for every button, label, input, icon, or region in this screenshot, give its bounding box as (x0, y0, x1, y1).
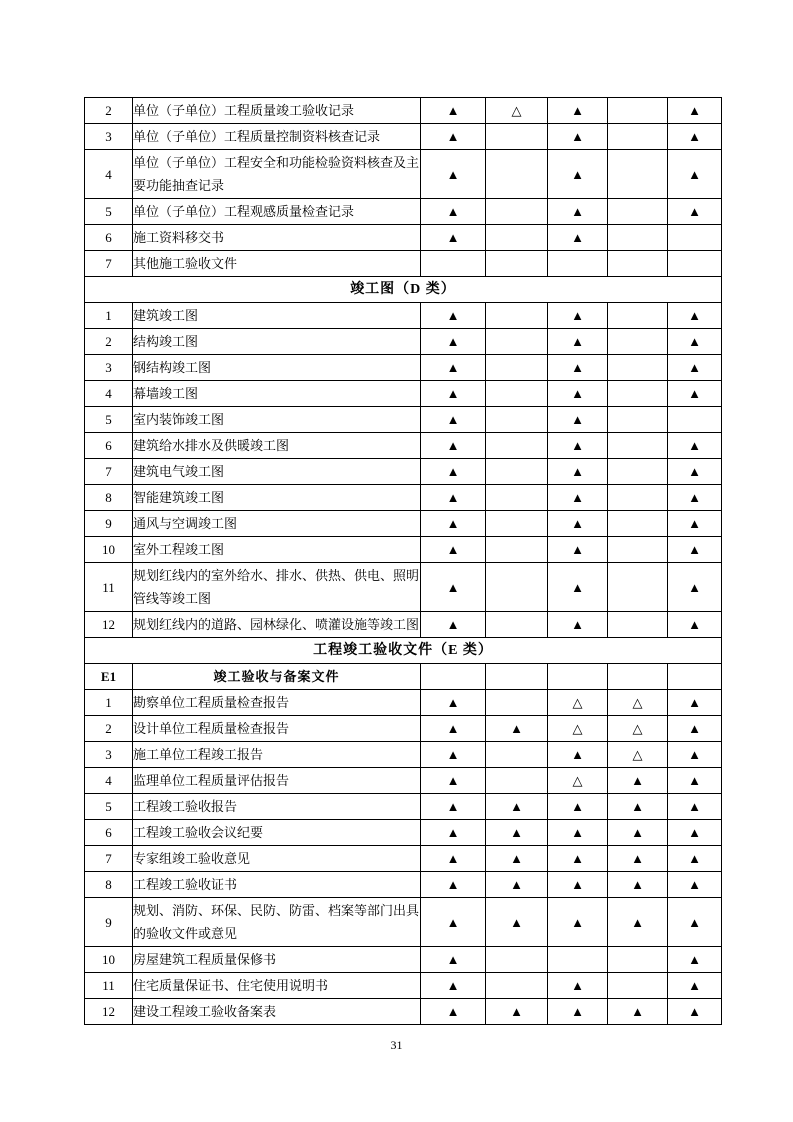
mark-cell: ▲ (421, 485, 486, 511)
item-name-cell: 钢结构竣工图 (133, 355, 421, 381)
mark-cell: ▲ (548, 98, 608, 124)
row-number-cell: 9 (85, 511, 133, 537)
mark-cell: ▲ (668, 947, 722, 973)
mark-cell (486, 768, 548, 794)
item-name-cell: 工程竣工验收报告 (133, 794, 421, 820)
mark-cell: ▲ (421, 124, 486, 150)
mark-cell: △ (486, 98, 548, 124)
table-row (85, 999, 722, 1025)
mark-cell: ▲ (668, 537, 722, 563)
item-name-cell: 住宅质量保证书、住宅使用说明书 (133, 973, 421, 999)
mark-cell: △ (608, 742, 668, 768)
table-row (85, 742, 722, 768)
table-row (85, 459, 722, 485)
mark-cell: ▲ (486, 820, 548, 846)
table-row (85, 355, 722, 381)
table-row (85, 872, 722, 898)
mark-cell: ▲ (548, 742, 608, 768)
mark-cell (486, 664, 548, 690)
item-name-cell: 建筑电气竣工图 (133, 459, 421, 485)
table-row (85, 124, 722, 150)
mark-cell: ▲ (421, 846, 486, 872)
mark-cell (421, 664, 486, 690)
mark-cell (608, 381, 668, 407)
mark-cell (486, 150, 548, 199)
mark-cell: ▲ (548, 563, 608, 612)
row-number-cell: 8 (85, 872, 133, 898)
mark-cell: ▲ (548, 537, 608, 563)
subsection-code-cell: E1 (85, 664, 133, 690)
mark-cell: ▲ (421, 947, 486, 973)
mark-cell: ▲ (421, 820, 486, 846)
item-name-cell: 幕墙竣工图 (133, 381, 421, 407)
mark-cell: ▲ (668, 768, 722, 794)
row-number-cell: 12 (85, 999, 133, 1025)
table-row (85, 225, 722, 251)
row-number-cell: 7 (85, 459, 133, 485)
row-number-cell: 10 (85, 947, 133, 973)
table-row (85, 407, 722, 433)
mark-cell: ▲ (421, 407, 486, 433)
row-number-cell: 5 (85, 199, 133, 225)
mark-cell (608, 98, 668, 124)
row-number-cell: 3 (85, 355, 133, 381)
mark-cell: ▲ (668, 329, 722, 355)
item-name-cell: 规划、消防、环保、民防、防雷、档案等部门出具的验收文件或意见 (133, 898, 421, 947)
item-name-cell: 智能建筑竣工图 (133, 485, 421, 511)
item-name-cell: 勘察单位工程质量检查报告 (133, 690, 421, 716)
mark-cell: ▲ (421, 563, 486, 612)
table-row (85, 98, 722, 124)
table-row (85, 768, 722, 794)
mark-cell: △ (548, 690, 608, 716)
mark-cell: ▲ (668, 124, 722, 150)
mark-cell: △ (608, 716, 668, 742)
table-row (85, 150, 722, 199)
mark-cell (668, 251, 722, 277)
mark-cell: ▲ (548, 433, 608, 459)
row-number-cell: 6 (85, 225, 133, 251)
mark-cell (486, 690, 548, 716)
item-name-cell: 室外工程竣工图 (133, 537, 421, 563)
mark-cell (668, 407, 722, 433)
table-row (85, 433, 722, 459)
item-name-cell: 房屋建筑工程质量保修书 (133, 947, 421, 973)
subsection-header-row (85, 664, 722, 690)
mark-cell: ▲ (548, 303, 608, 329)
row-number-cell: 4 (85, 381, 133, 407)
mark-cell: ▲ (421, 537, 486, 563)
row-number-cell: 6 (85, 820, 133, 846)
row-number-cell: 2 (85, 98, 133, 124)
page-number: 31 (390, 1038, 403, 1052)
mark-cell: ▲ (548, 199, 608, 225)
row-number-cell: 1 (85, 690, 133, 716)
table-row (85, 612, 722, 638)
mark-cell (668, 664, 722, 690)
mark-cell: ▲ (668, 612, 722, 638)
mark-cell: ▲ (608, 898, 668, 947)
mark-cell: ▲ (668, 999, 722, 1025)
row-number-cell: 3 (85, 124, 133, 150)
mark-cell: ▲ (668, 690, 722, 716)
section-header-row (85, 638, 722, 664)
mark-cell: ▲ (668, 563, 722, 612)
mark-cell: ▲ (548, 407, 608, 433)
mark-cell: ▲ (668, 485, 722, 511)
table-row (85, 303, 722, 329)
item-name-cell: 单位（子单位）工程观感质量检查记录 (133, 199, 421, 225)
row-number-cell: 4 (85, 150, 133, 199)
mark-cell: ▲ (548, 794, 608, 820)
mark-cell: ▲ (421, 898, 486, 947)
item-name-cell: 工程竣工验收证书 (133, 872, 421, 898)
item-name-cell: 建筑给水排水及供暖竣工图 (133, 433, 421, 459)
mark-cell (608, 511, 668, 537)
mark-cell: ▲ (548, 612, 608, 638)
mark-cell: ▲ (548, 329, 608, 355)
mark-cell: ▲ (548, 225, 608, 251)
mark-cell: ▲ (421, 973, 486, 999)
mark-cell: △ (608, 690, 668, 716)
mark-cell: ▲ (421, 329, 486, 355)
item-name-cell: 专家组竣工验收意见 (133, 846, 421, 872)
mark-cell (608, 563, 668, 612)
item-name-cell: 通风与空调竣工图 (133, 511, 421, 537)
row-number-cell: 1 (85, 303, 133, 329)
mark-cell: ▲ (486, 898, 548, 947)
item-name-cell: 建筑竣工图 (133, 303, 421, 329)
mark-cell: ▲ (668, 898, 722, 947)
section-header-row (85, 277, 722, 303)
section-title: 工程竣工验收文件（E 类） (85, 638, 722, 664)
mark-cell: ▲ (668, 433, 722, 459)
mark-cell (486, 947, 548, 973)
mark-cell: ▲ (486, 716, 548, 742)
mark-cell: ▲ (421, 612, 486, 638)
mark-cell: ▲ (668, 794, 722, 820)
row-number-cell: 4 (85, 768, 133, 794)
mark-cell: △ (548, 716, 608, 742)
row-number-cell: 7 (85, 846, 133, 872)
table-row (85, 846, 722, 872)
mark-cell: ▲ (548, 973, 608, 999)
mark-cell (608, 150, 668, 199)
row-number-cell: 5 (85, 794, 133, 820)
mark-cell (608, 537, 668, 563)
mark-cell: ▲ (421, 303, 486, 329)
mark-cell (421, 251, 486, 277)
mark-cell: ▲ (421, 98, 486, 124)
mark-cell: ▲ (668, 98, 722, 124)
item-name-cell: 结构竣工图 (133, 329, 421, 355)
table-row (85, 563, 722, 612)
mark-cell: ▲ (421, 768, 486, 794)
mark-cell: ▲ (421, 199, 486, 225)
subsection-title-cell: 竣工验收与备案文件 (133, 664, 421, 690)
mark-cell: ▲ (548, 124, 608, 150)
mark-cell: ▲ (421, 511, 486, 537)
mark-cell: ▲ (668, 511, 722, 537)
mark-cell (668, 225, 722, 251)
row-number-cell: 2 (85, 716, 133, 742)
mark-cell: ▲ (421, 459, 486, 485)
item-name-cell: 规划红线内的室外给水、排水、供热、供电、照明管线等竣工图 (133, 563, 421, 612)
mark-cell: ▲ (548, 381, 608, 407)
mark-cell: ▲ (486, 846, 548, 872)
mark-cell (486, 563, 548, 612)
mark-cell (608, 199, 668, 225)
mark-cell (486, 485, 548, 511)
item-name-cell: 工程竣工验收会议纪要 (133, 820, 421, 846)
table-row (85, 199, 722, 225)
row-number-cell: 7 (85, 251, 133, 277)
mark-cell: ▲ (421, 433, 486, 459)
mark-cell (486, 355, 548, 381)
row-number-cell: 12 (85, 612, 133, 638)
mark-cell: ▲ (421, 225, 486, 251)
mark-cell: ▲ (421, 716, 486, 742)
mark-cell: ▲ (668, 846, 722, 872)
mark-cell: ▲ (548, 459, 608, 485)
mark-cell: ▲ (608, 794, 668, 820)
mark-cell: ▲ (421, 999, 486, 1025)
mark-cell (486, 973, 548, 999)
mark-cell (486, 459, 548, 485)
mark-cell: △ (548, 768, 608, 794)
mark-cell: ▲ (548, 820, 608, 846)
mark-cell: ▲ (486, 999, 548, 1025)
table-row (85, 973, 722, 999)
row-number-cell: 11 (85, 973, 133, 999)
mark-cell: ▲ (668, 150, 722, 199)
mark-cell: ▲ (668, 303, 722, 329)
mark-cell: ▲ (421, 794, 486, 820)
row-number-cell: 8 (85, 485, 133, 511)
item-name-cell: 单位（子单位）工程质量竣工验收记录 (133, 98, 421, 124)
mark-cell (608, 225, 668, 251)
mark-cell: ▲ (421, 872, 486, 898)
mark-cell: ▲ (421, 742, 486, 768)
mark-cell (608, 124, 668, 150)
mark-cell (486, 612, 548, 638)
mark-cell: ▲ (548, 150, 608, 199)
mark-cell: ▲ (548, 898, 608, 947)
mark-cell: ▲ (668, 355, 722, 381)
mark-cell: ▲ (668, 381, 722, 407)
mark-cell (608, 664, 668, 690)
mark-cell (486, 251, 548, 277)
mark-cell (608, 433, 668, 459)
table-row (85, 947, 722, 973)
item-name-cell: 单位（子单位）工程质量控制资料核查记录 (133, 124, 421, 150)
mark-cell (608, 485, 668, 511)
mark-cell: ▲ (421, 690, 486, 716)
mark-cell: ▲ (608, 846, 668, 872)
mark-cell: ▲ (548, 511, 608, 537)
item-name-cell: 施工资料移交书 (133, 225, 421, 251)
mark-cell: ▲ (608, 999, 668, 1025)
row-number-cell: 6 (85, 433, 133, 459)
row-number-cell: 5 (85, 407, 133, 433)
mark-cell (548, 947, 608, 973)
table-row (85, 485, 722, 511)
mark-cell (608, 251, 668, 277)
mark-cell: ▲ (608, 768, 668, 794)
table-row (85, 690, 722, 716)
mark-cell: ▲ (548, 355, 608, 381)
mark-cell (608, 459, 668, 485)
mark-cell: ▲ (421, 150, 486, 199)
table-row (85, 511, 722, 537)
mark-cell (608, 612, 668, 638)
mark-cell: ▲ (548, 872, 608, 898)
mark-cell: ▲ (668, 820, 722, 846)
section-title: 竣工图（D 类） (85, 277, 722, 303)
mark-cell: ▲ (548, 999, 608, 1025)
item-name-cell: 施工单位工程竣工报告 (133, 742, 421, 768)
mark-cell (608, 947, 668, 973)
mark-cell (486, 537, 548, 563)
row-number-cell: 2 (85, 329, 133, 355)
row-number-cell: 9 (85, 898, 133, 947)
item-name-cell: 其他施工验收文件 (133, 251, 421, 277)
item-name-cell: 监理单位工程质量评估报告 (133, 768, 421, 794)
mark-cell (486, 225, 548, 251)
mark-cell: ▲ (668, 459, 722, 485)
mark-cell: ▲ (548, 485, 608, 511)
mark-cell: ▲ (421, 381, 486, 407)
item-name-cell: 单位（子单位）工程安全和功能检验资料核查及主要功能抽查记录 (133, 150, 421, 199)
mark-cell: ▲ (421, 355, 486, 381)
mark-cell (608, 973, 668, 999)
mark-cell (486, 407, 548, 433)
mark-cell (486, 303, 548, 329)
mark-cell: ▲ (486, 872, 548, 898)
mark-cell (548, 664, 608, 690)
item-name-cell: 室内装饰竣工图 (133, 407, 421, 433)
mark-cell: ▲ (668, 716, 722, 742)
mark-cell (486, 381, 548, 407)
mark-cell (486, 124, 548, 150)
mark-cell (486, 511, 548, 537)
mark-cell (608, 329, 668, 355)
mark-cell (548, 251, 608, 277)
archive-table-body (85, 98, 722, 1025)
row-number-cell: 10 (85, 537, 133, 563)
mark-cell: ▲ (608, 872, 668, 898)
table-row (85, 329, 722, 355)
table-row (85, 716, 722, 742)
table-row (85, 820, 722, 846)
table-row (85, 537, 722, 563)
mark-cell (608, 355, 668, 381)
mark-cell: ▲ (668, 742, 722, 768)
mark-cell (486, 199, 548, 225)
mark-cell: ▲ (548, 846, 608, 872)
table-row (85, 251, 722, 277)
mark-cell (608, 303, 668, 329)
mark-cell: ▲ (668, 872, 722, 898)
table-row (85, 794, 722, 820)
mark-cell (486, 433, 548, 459)
item-name-cell: 建设工程竣工验收备案表 (133, 999, 421, 1025)
item-name-cell: 设计单位工程质量检查报告 (133, 716, 421, 742)
mark-cell: ▲ (668, 199, 722, 225)
item-name-cell: 规划红线内的道路、园林绿化、喷灌设施等竣工图 (133, 612, 421, 638)
mark-cell (486, 329, 548, 355)
mark-cell: ▲ (608, 820, 668, 846)
mark-cell: ▲ (668, 973, 722, 999)
mark-cell: ▲ (486, 794, 548, 820)
archive-checklist-table (84, 97, 722, 1025)
row-number-cell: 11 (85, 563, 133, 612)
table-row (85, 898, 722, 947)
row-number-cell: 3 (85, 742, 133, 768)
mark-cell (608, 407, 668, 433)
mark-cell (486, 742, 548, 768)
table-row (85, 381, 722, 407)
